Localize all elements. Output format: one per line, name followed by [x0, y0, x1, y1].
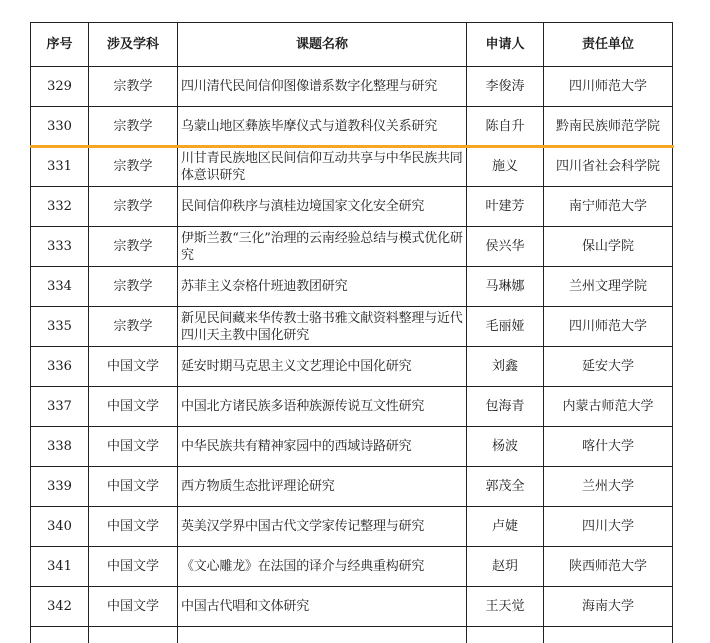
row-unit: 兰州大学 [544, 467, 673, 507]
row-title: 中国北方诸民族多语种族源传说互文性研究 [178, 387, 467, 427]
row-index: 341 [31, 547, 89, 587]
row-applicant: 施义 [467, 147, 544, 187]
header-discipline: 涉及学科 [89, 23, 178, 67]
row-index: 334 [31, 267, 89, 307]
row-index: 332 [31, 187, 89, 227]
row-discipline: 中国文学 [89, 507, 178, 547]
row-discipline: 宗教学 [89, 67, 178, 107]
project-table [30, 22, 673, 643]
row-index: 331 [31, 147, 89, 187]
row-applicant: 王天觉 [467, 587, 544, 627]
row-applicant: 侯兴华 [467, 227, 544, 267]
row-discipline: 宗教学 [89, 227, 178, 267]
header-applicant: 申请人 [467, 23, 544, 67]
row-title: 中华民族共有精神家园中的西域诗路研究 [178, 427, 467, 467]
row-unit: 延安大学 [544, 347, 673, 387]
row-title: 民间信仰秩序与滇桂边境国家文化安全研究 [178, 187, 467, 227]
table-row [31, 507, 673, 547]
row-applicant: 毛丽娅 [467, 307, 544, 347]
header-index: 序号 [31, 23, 89, 67]
empty-cell [89, 627, 178, 643]
table-row [31, 307, 673, 347]
row-applicant: 郭茂全 [467, 467, 544, 507]
row-unit: 兰州文理学院 [544, 267, 673, 307]
row-unit: 陕西师范大学 [544, 547, 673, 587]
header-row [31, 23, 673, 67]
empty-cell [544, 627, 673, 643]
table-row [31, 67, 673, 107]
row-unit: 四川省社会科学院 [544, 147, 673, 187]
row-index: 342 [31, 587, 89, 627]
row-applicant: 赵玥 [467, 547, 544, 587]
table-row [31, 587, 673, 627]
row-unit: 内蒙古师范大学 [544, 387, 673, 427]
empty-cell [31, 627, 89, 643]
row-title: 《文心雕龙》在法国的译介与经典重构研究 [178, 547, 467, 587]
row-index: 329 [31, 67, 89, 107]
table-row-partial [31, 627, 673, 643]
row-unit: 南宁师范大学 [544, 187, 673, 227]
row-discipline: 中国文学 [89, 547, 178, 587]
row-index: 330 [31, 107, 89, 147]
header-title: 课题名称 [178, 23, 467, 67]
row-index: 337 [31, 387, 89, 427]
row-discipline: 中国文学 [89, 587, 178, 627]
row-unit: 黔南民族师范学院 [544, 107, 673, 147]
row-unit: 喀什大学 [544, 427, 673, 467]
row-applicant: 卢婕 [467, 507, 544, 547]
row-index: 336 [31, 347, 89, 387]
row-applicant: 杨波 [467, 427, 544, 467]
row-title: 四川清代民间信仰图像谱系数字化整理与研究 [178, 67, 467, 107]
row-unit: 保山学院 [544, 227, 673, 267]
row-discipline: 宗教学 [89, 307, 178, 347]
row-title: 伊斯兰教“三化”治理的云南经验总结与模式优化研究 [178, 227, 467, 267]
highlight-line [30, 145, 674, 148]
row-applicant: 陈自升 [467, 107, 544, 147]
row-discipline: 中国文学 [89, 467, 178, 507]
row-title: 延安时期马克思主义文艺理论中国化研究 [178, 347, 467, 387]
row-discipline: 宗教学 [89, 107, 178, 147]
row-index: 333 [31, 227, 89, 267]
header-unit: 责任单位 [544, 23, 673, 67]
empty-cell [178, 627, 467, 643]
row-unit: 四川师范大学 [544, 67, 673, 107]
table-row [31, 107, 673, 147]
row-discipline: 中国文学 [89, 387, 178, 427]
row-title: 新见民间藏来华传教士骆书雅文献资料整理与近代四川天主教中国化研究 [178, 307, 467, 347]
table-row [31, 547, 673, 587]
table-row [31, 427, 673, 467]
row-applicant: 李俊涛 [467, 67, 544, 107]
table-row [31, 347, 673, 387]
table-row [31, 387, 673, 427]
row-index: 340 [31, 507, 89, 547]
table-row [31, 187, 673, 227]
row-applicant: 叶建芳 [467, 187, 544, 227]
row-index: 339 [31, 467, 89, 507]
table-row [31, 467, 673, 507]
row-unit: 四川师范大学 [544, 307, 673, 347]
empty-cell [467, 627, 544, 643]
row-discipline: 中国文学 [89, 427, 178, 467]
row-title: 英美汉学界中国古代文学家传记整理与研究 [178, 507, 467, 547]
row-title: 苏菲主义奈格什班迪教团研究 [178, 267, 467, 307]
table-row [31, 147, 673, 187]
row-applicant: 刘鑫 [467, 347, 544, 387]
row-applicant: 马琳娜 [467, 267, 544, 307]
row-index: 338 [31, 427, 89, 467]
row-title: 乌蒙山地区彝族毕摩仪式与道教科仪关系研究 [178, 107, 467, 147]
table-row [31, 267, 673, 307]
row-discipline: 宗教学 [89, 187, 178, 227]
row-title: 西方物质生态批评理论研究 [178, 467, 467, 507]
row-applicant: 包海青 [467, 387, 544, 427]
row-discipline: 中国文学 [89, 347, 178, 387]
row-discipline: 宗教学 [89, 267, 178, 307]
table-row [31, 227, 673, 267]
row-discipline: 宗教学 [89, 147, 178, 187]
row-unit: 海南大学 [544, 587, 673, 627]
row-title: 川甘青民族地区民间信仰互动共享与中华民族共同体意识研究 [178, 147, 467, 187]
row-title: 中国古代唱和文体研究 [178, 587, 467, 627]
row-index: 335 [31, 307, 89, 347]
row-unit: 四川大学 [544, 507, 673, 547]
